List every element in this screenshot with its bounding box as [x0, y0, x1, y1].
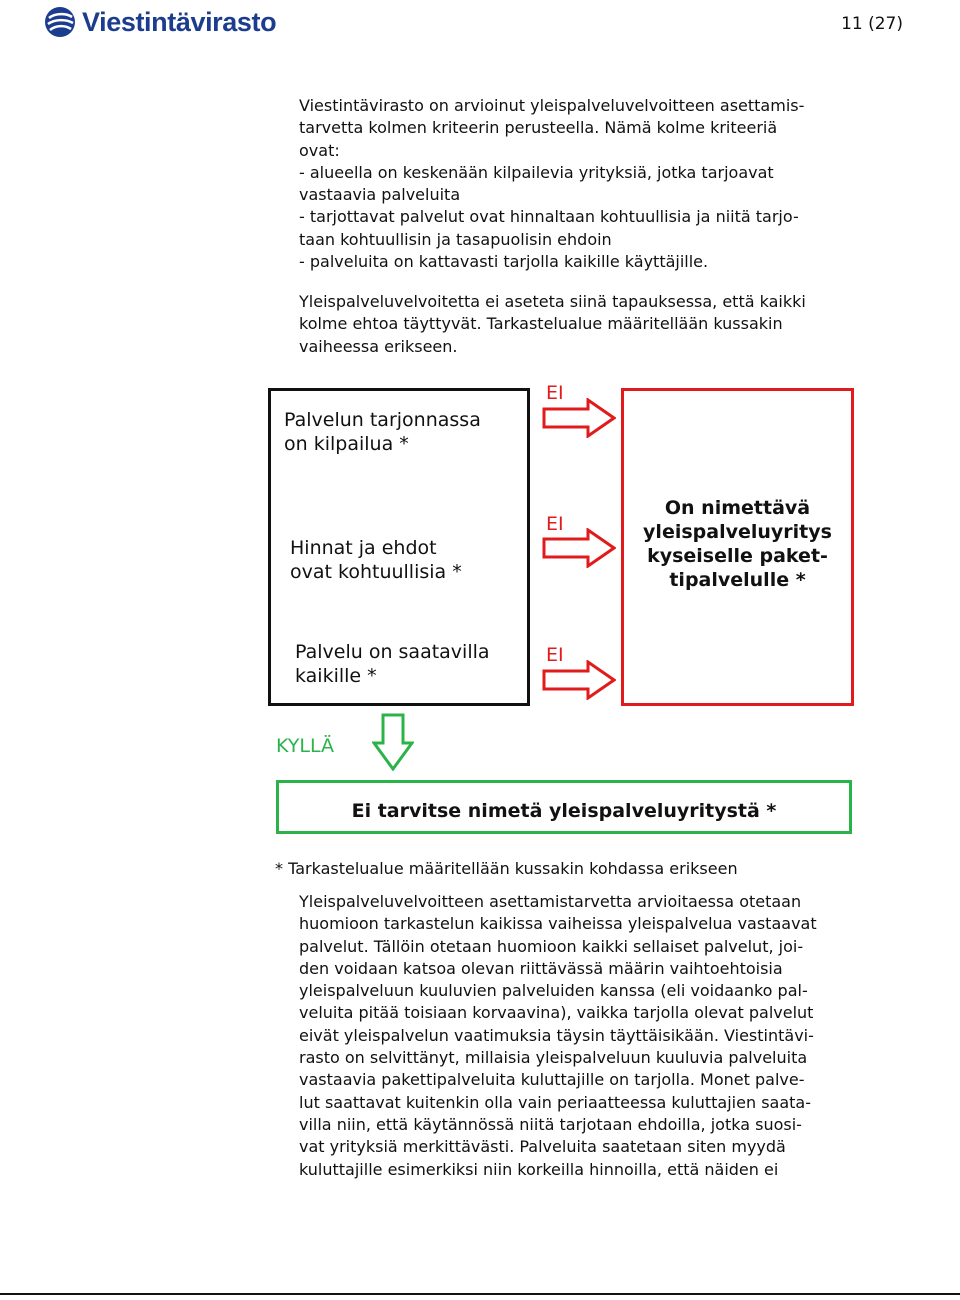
logo-text: Viestintävirasto	[82, 6, 277, 37]
right-arrow-icon	[542, 398, 616, 438]
globe-icon	[44, 6, 76, 38]
down-arrow-icon	[372, 713, 414, 771]
bottom-divider	[0, 1293, 960, 1295]
yes-label: KYLLÄ	[276, 735, 334, 757]
right-arrow-icon	[542, 528, 616, 568]
designation-text: On nimettävä yleispalveluyritys kyseiselle paket- tipalvelulle *	[643, 497, 832, 591]
no-designation-text: Ei tarvitse nimetä yleispalveluyritystä *	[351, 800, 777, 822]
no-label-2: EI	[546, 513, 564, 535]
no-label-3: EI	[546, 644, 564, 666]
third-paragraph: Yleispalveluvelvoitteen asettamistarvetta arvioitaessa otetaan huomioon tarkastelun kaikissa vaiheissa yleispalvelua vastaavat palvelut. Tällöin otetaan huomioon kaikki sellaiset palvelut, joi- den voidaan katsoa olevan riittävässä määrin vaihtoehtoisia yleispalveluun kuuluvien palveluiden kanssa (eli voidaanko pal- veluita pitää toisiaan korvaavina), vaikka tarjolla olevat palvelut eivät yleispalvelun vaatimuksia täysin täyttäisikään. Viestintävi- rasto on selvittänyt, millaisia yleispalveluun kuuluvia palveluita vastaavia pakettipalveluita kuluttajille on tarjolla. Monet palve- lut saattavat kuitenkin olla vain periaatteessa kuluttajien saata- villa niin, että käytännössä niitä tarjotaan ehdoilla, jotka suosi- vat yrityksiä merkittävästi. Palveluita saatetaan siten myydä kuluttajille esimerkiksi niin korkeilla hinnoilla, että näiden ei	[299, 892, 817, 1179]
no-label-1: EI	[546, 382, 564, 404]
second-paragraph: Yleispalveluvelvoitetta ei aseteta siinä tapauksessa, että kaikki kolme ehtoa täyttyvät. Tarkastelualue määritellään kussakin vaiheessa erikseen.	[299, 292, 806, 356]
page-number: 11 (27)	[841, 14, 903, 34]
criterion-prices: Hinnat ja ehdot ovat kohtuullisia *	[290, 537, 462, 583]
logo	[44, 4, 276, 40]
criterion-competition: Palvelun tarjonnassa on kilpailua *	[284, 409, 481, 455]
footnote: * Tarkastelualue määritellään kussakin kohdassa erikseen	[275, 859, 738, 878]
intro-paragraph: Viestintävirasto on arvioinut yleispalveluvelvoitteen asettamis- tarvetta kolmen kriteerin perusteella. Nämä kolme kriteeriä ovat: - alueella on keskenään kilpailevia yrityksiä, jotka tarjoavat vastaavia palveluita - tarjottavat palvelut ovat hinnaltaan kohtuullisia ja niitä tarjo- taan kohtuullisin ja tasapuolisin ehdoin - palveluita on kattavasti tarjolla kaikille käyttäjille.	[299, 96, 805, 272]
criterion-availability: Palvelu on saatavilla kaikille *	[295, 641, 490, 687]
right-arrow-icon	[542, 660, 616, 700]
